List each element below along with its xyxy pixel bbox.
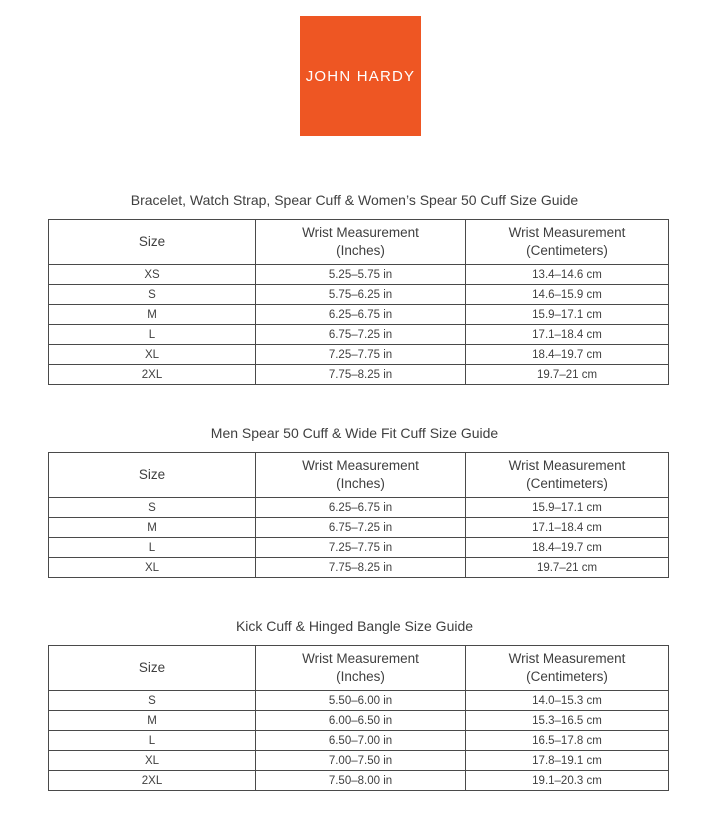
inches-cell: 5.75–6.25 in [256,285,466,305]
table-row [49,518,669,538]
centimeters-cell: 17.8–19.1 cm [466,751,669,771]
column-header-sublabel: (Centimeters) [526,476,608,491]
size-cell: M [49,518,256,538]
table-row [49,498,669,518]
size-guide-table [48,452,669,578]
size-cell: XS [49,265,256,285]
size-guide-section [0,192,709,385]
size-guide-page [0,16,709,791]
column-header-label: Wrist Measurement [302,457,419,473]
centimeters-cell: 19.7–21 cm [466,558,669,578]
size-cell: M [49,711,256,731]
column-header-sublabel: (Inches) [336,669,385,684]
table-row [49,265,669,285]
inches-cell: 6.50–7.00 in [256,731,466,751]
column-header [49,453,256,498]
inches-cell: 6.75–7.25 in [256,325,466,345]
centimeters-cell: 19.7–21 cm [466,365,669,385]
table-row [49,691,669,711]
tables-container [0,192,709,791]
header-row [49,646,669,691]
size-cell: L [49,325,256,345]
inches-cell: 7.00–7.50 in [256,751,466,771]
centimeters-cell: 15.9–17.1 cm [466,498,669,518]
column-header [256,220,466,265]
inches-cell: 5.25–5.75 in [256,265,466,285]
column-header [466,453,669,498]
centimeters-cell: 18.4–19.7 cm [466,538,669,558]
brand-header [0,16,709,136]
centimeters-cell: 19.1–20.3 cm [466,771,669,791]
centimeters-cell: 14.0–15.3 cm [466,691,669,711]
column-header-label: Wrist Measurement [508,650,626,666]
centimeters-cell: 13.4–14.6 cm [466,265,669,285]
inches-cell: 7.50–8.00 in [256,771,466,791]
table-title: Men Spear 50 Cuff & Wide Fit Cuff Size Guide [210,425,499,441]
table-row [49,345,669,365]
size-cell: XL [49,345,256,365]
size-cell: XL [49,751,256,771]
centimeters-cell: 17.1–18.4 cm [466,518,669,538]
inches-cell: 7.25–7.75 in [256,538,466,558]
column-header [49,220,256,265]
column-header-label: Wrist Measurement [302,224,419,240]
size-guide-table [48,219,669,385]
size-cell: S [49,498,256,518]
centimeters-cell: 16.5–17.8 cm [466,731,669,751]
table-row [49,538,669,558]
column-header [256,453,466,498]
column-header-label: Wrist Measurement [508,457,626,473]
column-header-label: Size [138,233,166,249]
size-guide-section [0,425,709,578]
size-guide-section [0,618,709,791]
table-row [49,365,669,385]
centimeters-cell: 15.3–16.5 cm [466,711,669,731]
header-row [49,453,669,498]
size-guide-table [48,645,669,791]
size-cell: XL [49,558,256,578]
brand-logo-text: JOHN HARDY [305,67,416,85]
column-header [466,646,669,691]
size-cell: L [49,731,256,751]
table-row [49,285,669,305]
brand-logo [300,16,421,136]
centimeters-cell: 14.6–15.9 cm [466,285,669,305]
column-header-sublabel: (Inches) [336,243,385,258]
header-row [49,220,669,265]
size-cell: 2XL [49,771,256,791]
size-cell: S [49,691,256,711]
column-header-sublabel: (Centimeters) [526,243,608,258]
size-cell: S [49,285,256,305]
column-header [256,646,466,691]
column-header [466,220,669,265]
column-header-label: Wrist Measurement [508,224,626,240]
table-row [49,305,669,325]
table-row [49,325,669,345]
inches-cell: 6.75–7.25 in [256,518,466,538]
column-header-label: Size [138,659,166,675]
column-header-label: Size [138,466,166,482]
inches-cell: 7.75–8.25 in [256,558,466,578]
size-cell: M [49,305,256,325]
table-row [49,711,669,731]
inches-cell: 5.50–6.00 in [256,691,466,711]
centimeters-cell: 18.4–19.7 cm [466,345,669,365]
table-title: Kick Cuff & Hinged Bangle Size Guide [235,618,474,634]
inches-cell: 6.25–6.75 in [256,305,466,325]
column-header-label: Wrist Measurement [302,650,419,666]
size-cell: 2XL [49,365,256,385]
table-row [49,731,669,751]
table-row [49,751,669,771]
column-header [49,646,256,691]
inches-cell: 6.25–6.75 in [256,498,466,518]
inches-cell: 7.25–7.75 in [256,345,466,365]
table-row [49,771,669,791]
table-title: Bracelet, Watch Strap, Spear Cuff & Women’s Spear 50 Cuff Size Guide [130,192,579,208]
centimeters-cell: 17.1–18.4 cm [466,325,669,345]
centimeters-cell: 15.9–17.1 cm [466,305,669,325]
size-cell: L [49,538,256,558]
inches-cell: 7.75–8.25 in [256,365,466,385]
column-header-sublabel: (Inches) [336,476,385,491]
table-row [49,558,669,578]
inches-cell: 6.00–6.50 in [256,711,466,731]
column-header-sublabel: (Centimeters) [526,669,608,684]
